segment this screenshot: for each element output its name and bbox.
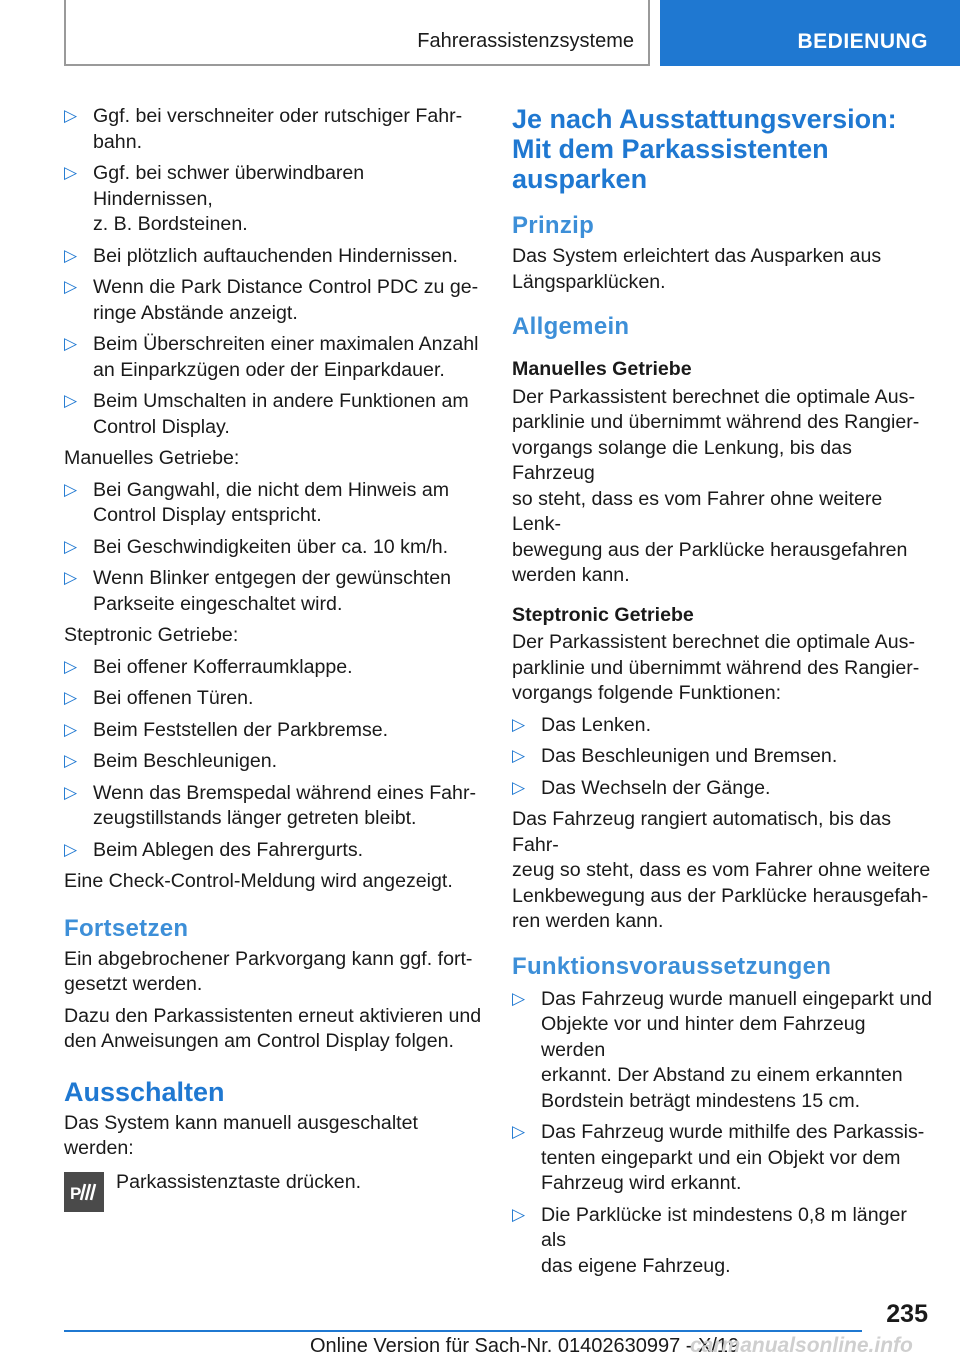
list-item: ▷ Bei offener Kofferraumklappe. (64, 655, 484, 681)
list-item: ▷ Beim Umschalten in andere Funktionen am Control Display. (64, 389, 484, 440)
button-instruction (64, 1170, 484, 1212)
section-title: BEDIENUNG (797, 30, 928, 53)
list-item: ▷ Ggf. bei schwer überwindbaren Hindernissen, z. B. Bordsteinen. (64, 161, 484, 238)
button-instruction-text: Parkassistenztaste drücken. (116, 1170, 362, 1193)
footer-divider (64, 1330, 862, 1332)
steptronic-paragraph: Der Parkassistent berechnet die optimale Aus- parklinie und übernimmt während des Rangier- vorgangs folgende Funktionen: (512, 631, 920, 704)
chapter-tab (64, 0, 650, 66)
manual-gearbox-label: Manuelles Getriebe: (64, 447, 240, 469)
footer-version: Online Version für Sach-Nr. 01402630997 - X/19 (310, 1335, 740, 1357)
left-column (64, 104, 484, 1212)
bullet-list-general (64, 104, 484, 440)
list-item: ▷ Das Wechseln der Gänge. (512, 776, 932, 802)
bullet-list-steptronic (64, 655, 484, 864)
steptronic-subheading: Steptronic Getriebe (512, 603, 694, 626)
list-item: ▷ Das Fahrzeug wurde manuell eingeparkt und Objekte vor und hinter dem Fahrzeug werden erkannt. Der Abstand zu einem erkannten Bordstein beträgt mindestens 15 cm. (512, 987, 932, 1115)
list-item: ▷ Beim Ablegen des Fahrergurts. (64, 838, 484, 864)
list-item: ▷ Bei Geschwindigkeiten über ca. 10 km/h. (64, 535, 484, 561)
list-item: ▷ Wenn das Bremspedal während eines Fahr- zeugstillstands länger getreten bleibt. (64, 781, 484, 832)
funktionsvoraussetzungen-heading: Funktionsvoraussetzungen (512, 952, 832, 980)
list-item: ▷ Bei offenen Türen. (64, 686, 484, 712)
section-tab (660, 0, 960, 66)
watermark: carmanualsonline.info (690, 1334, 913, 1357)
fortsetzen-heading: Fortsetzen (64, 914, 189, 942)
allgemein-heading: Allgemein (512, 313, 630, 340)
check-control-note: Eine Check-Control-Meldung wird angezeigt. (64, 870, 453, 892)
list-item: ▷ Das Lenken. (512, 713, 932, 739)
right-column (512, 104, 932, 1285)
prinzip-paragraph: Das System erleichtert das Ausparken aus Längsparklücken. (512, 245, 882, 293)
list-item: ▷ Wenn Blinker entgegen der gewünschten Parkseite eingeschaltet wird. (64, 566, 484, 617)
page-header (0, 0, 960, 66)
list-item: ▷ Wenn die Park Distance Control PDC zu ge- ringe Abstände anzeigt. (64, 275, 484, 326)
bullet-list-requirements (512, 987, 932, 1280)
manual-gearbox-paragraph: Der Parkassistent berechnet die optimale Aus- parklinie und übernimmt während des Rangier- vorgangs solange die Lenkung, bis das Fahrzeug so steht, dass es vom Fahrer ohne weitere Lenk- bewegung aus der Parklücke herausgefahren werden kann. (512, 385, 920, 586)
list-item: ▷ Die Parklücke ist mindestens 0,8 m länger als das eigene Fahrzeug. (512, 1203, 932, 1280)
prinzip-heading: Prinzip (512, 212, 595, 239)
page-number: 235 (886, 1300, 928, 1328)
list-item: ▷ Ggf. bei verschneiter oder rutschiger Fahr- bahn. (64, 104, 484, 155)
svg-text:P: P (70, 1183, 82, 1203)
list-item: ▷ Das Fahrzeug wurde mithilfe des Parkassis- tenten eingeparkt und ein Objekt vor dem Fahrzeug wird erkannt. (512, 1120, 932, 1197)
section-heading: Je nach Ausstattungsversion: Mit dem Parkassistenten ausparken (512, 104, 897, 194)
chapter-title: Fahrerassistenzsysteme (417, 30, 634, 52)
list-item: ▷ Bei Gangwahl, die nicht dem Hinweis am Control Display entspricht. (64, 478, 484, 529)
steptronic-label: Steptronic Getriebe: (64, 624, 239, 646)
bullet-list-steptronic-functions (512, 713, 932, 802)
bullet-list-manual (64, 478, 484, 618)
fortsetzen-paragraph-2: Dazu den Parkassistenten erneut aktivieren und den Anweisungen am Control Display folgen. (64, 1004, 482, 1052)
park-assist-button-icon (64, 1172, 104, 1212)
manual-gearbox-subheading: Manuelles Getriebe (512, 358, 692, 380)
ausschalten-paragraph: Das System kann manuell ausgeschaltet werden: (64, 1111, 418, 1159)
list-item: ▷ Das Beschleunigen und Bremsen. (512, 744, 932, 770)
ausschalten-heading: Ausschalten (64, 1076, 225, 1107)
list-item: ▷ Beim Überschreiten einer maximalen Anzahl an Einparkzügen oder der Einparkdauer. (64, 332, 484, 383)
auto-paragraph: Das Fahrzeug rangiert automatisch, bis das Fahr- zeug so steht, dass es vom Fahrer ohne weitere Lenkbewegung aus der Parklücke herausgefah- ren werden kann. (512, 808, 931, 932)
list-item: ▷ Bei plötzlich auftauchenden Hindernissen. (64, 244, 484, 270)
list-item: ▷ Beim Beschleunigen. (64, 749, 484, 775)
list-item: ▷ Beim Feststellen der Parkbremse. (64, 718, 484, 744)
fortsetzen-paragraph-1: Ein abgebrochener Parkvorgang kann ggf. fort- gesetzt werden. (64, 947, 473, 995)
